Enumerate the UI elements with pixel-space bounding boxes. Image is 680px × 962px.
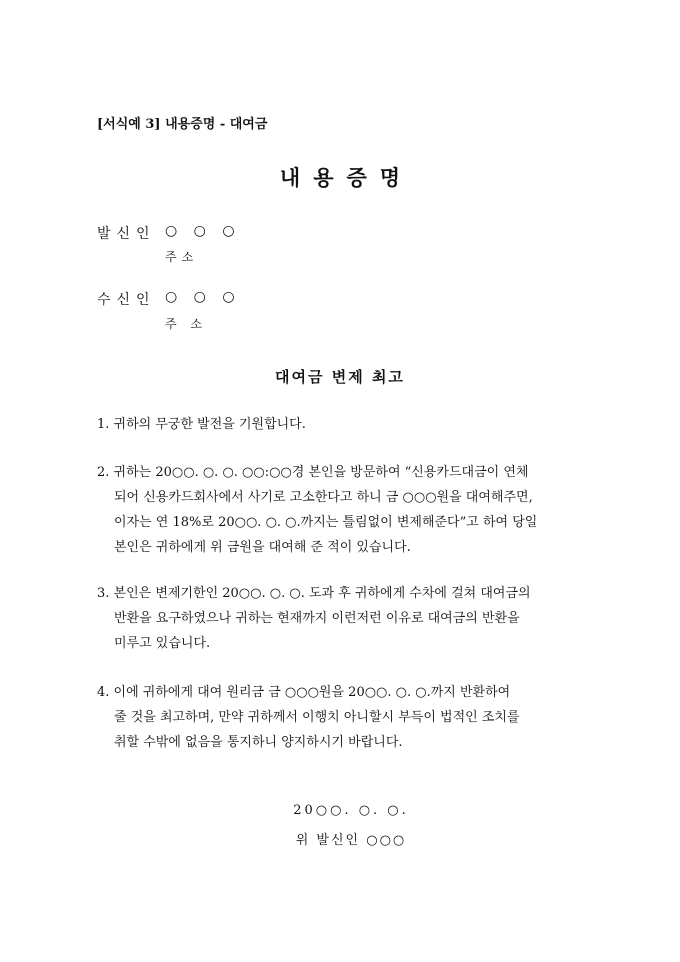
- sender-name: ○ ○ ○: [165, 223, 241, 239]
- paragraph-line: 1. 귀하의 무궁한 발전을 기원합니다.: [97, 417, 306, 432]
- form-label: [서식예 3] 내용증명 - 대여금: [97, 117, 268, 132]
- recipient-name: ○ ○ ○: [165, 289, 241, 305]
- section-subtitle: 대여금 변제 최고: [275, 368, 405, 386]
- paragraph-line: 되어 신용카드회사에서 사기로 고소한다고 하니 금 ○○○원을 대여해주면,: [114, 490, 533, 505]
- sender-address-label: 주소: [165, 250, 199, 264]
- paragraph-line: 취할 수밖에 없음을 통지하니 양지하시기 바랍니다.: [114, 735, 403, 750]
- document-date: 20○○. ○. ○.: [293, 803, 409, 818]
- recipient-label: 수신인: [97, 292, 156, 308]
- paragraph-line: 본인은 귀하에게 위 금원을 대여해 준 적이 있습니다.: [114, 540, 411, 555]
- paragraph-line: 반환을 요구하였으나 귀하는 현재까지 이런저런 이유로 대여금의 반환을: [114, 611, 520, 626]
- paragraph-line: 4. 이에 귀하에게 대여 원리금 금 ○○○원을 20○○. ○. ○.까지 반환하여: [97, 685, 511, 700]
- paragraph-line: 이자는 연 18%로 20○○. ○. ○.까지는 틀림없이 변제해준다”고 하여 당일: [114, 515, 538, 530]
- paragraph-3: [97, 581, 587, 656]
- paragraph-line: 미루고 있습니다.: [114, 636, 211, 651]
- paragraph-2: [97, 460, 587, 560]
- paragraph-line: 2. 귀하는 20○○. ○. ○. ○○:○○경 본인을 방문하여 “신용카드대금이 연체: [97, 465, 529, 480]
- paragraph-line: 3. 본인은 변제기한인 20○○. ○. ○. 도과 후 귀하에게 수차에 걸쳐 대여금의: [97, 586, 531, 601]
- paragraph-4: [97, 680, 587, 755]
- document-title: 내용증명: [279, 165, 414, 190]
- recipient-address-label: 주 소: [165, 317, 207, 331]
- sender-label: 발신인: [97, 226, 156, 242]
- paragraph-line: 줄 것을 최고하며, 만약 귀하께서 이행치 아니할시 부득이 법적인 조치를: [114, 710, 520, 725]
- paragraph-1: [97, 412, 587, 437]
- signer-line: 위 발신인 ○○○: [295, 833, 407, 848]
